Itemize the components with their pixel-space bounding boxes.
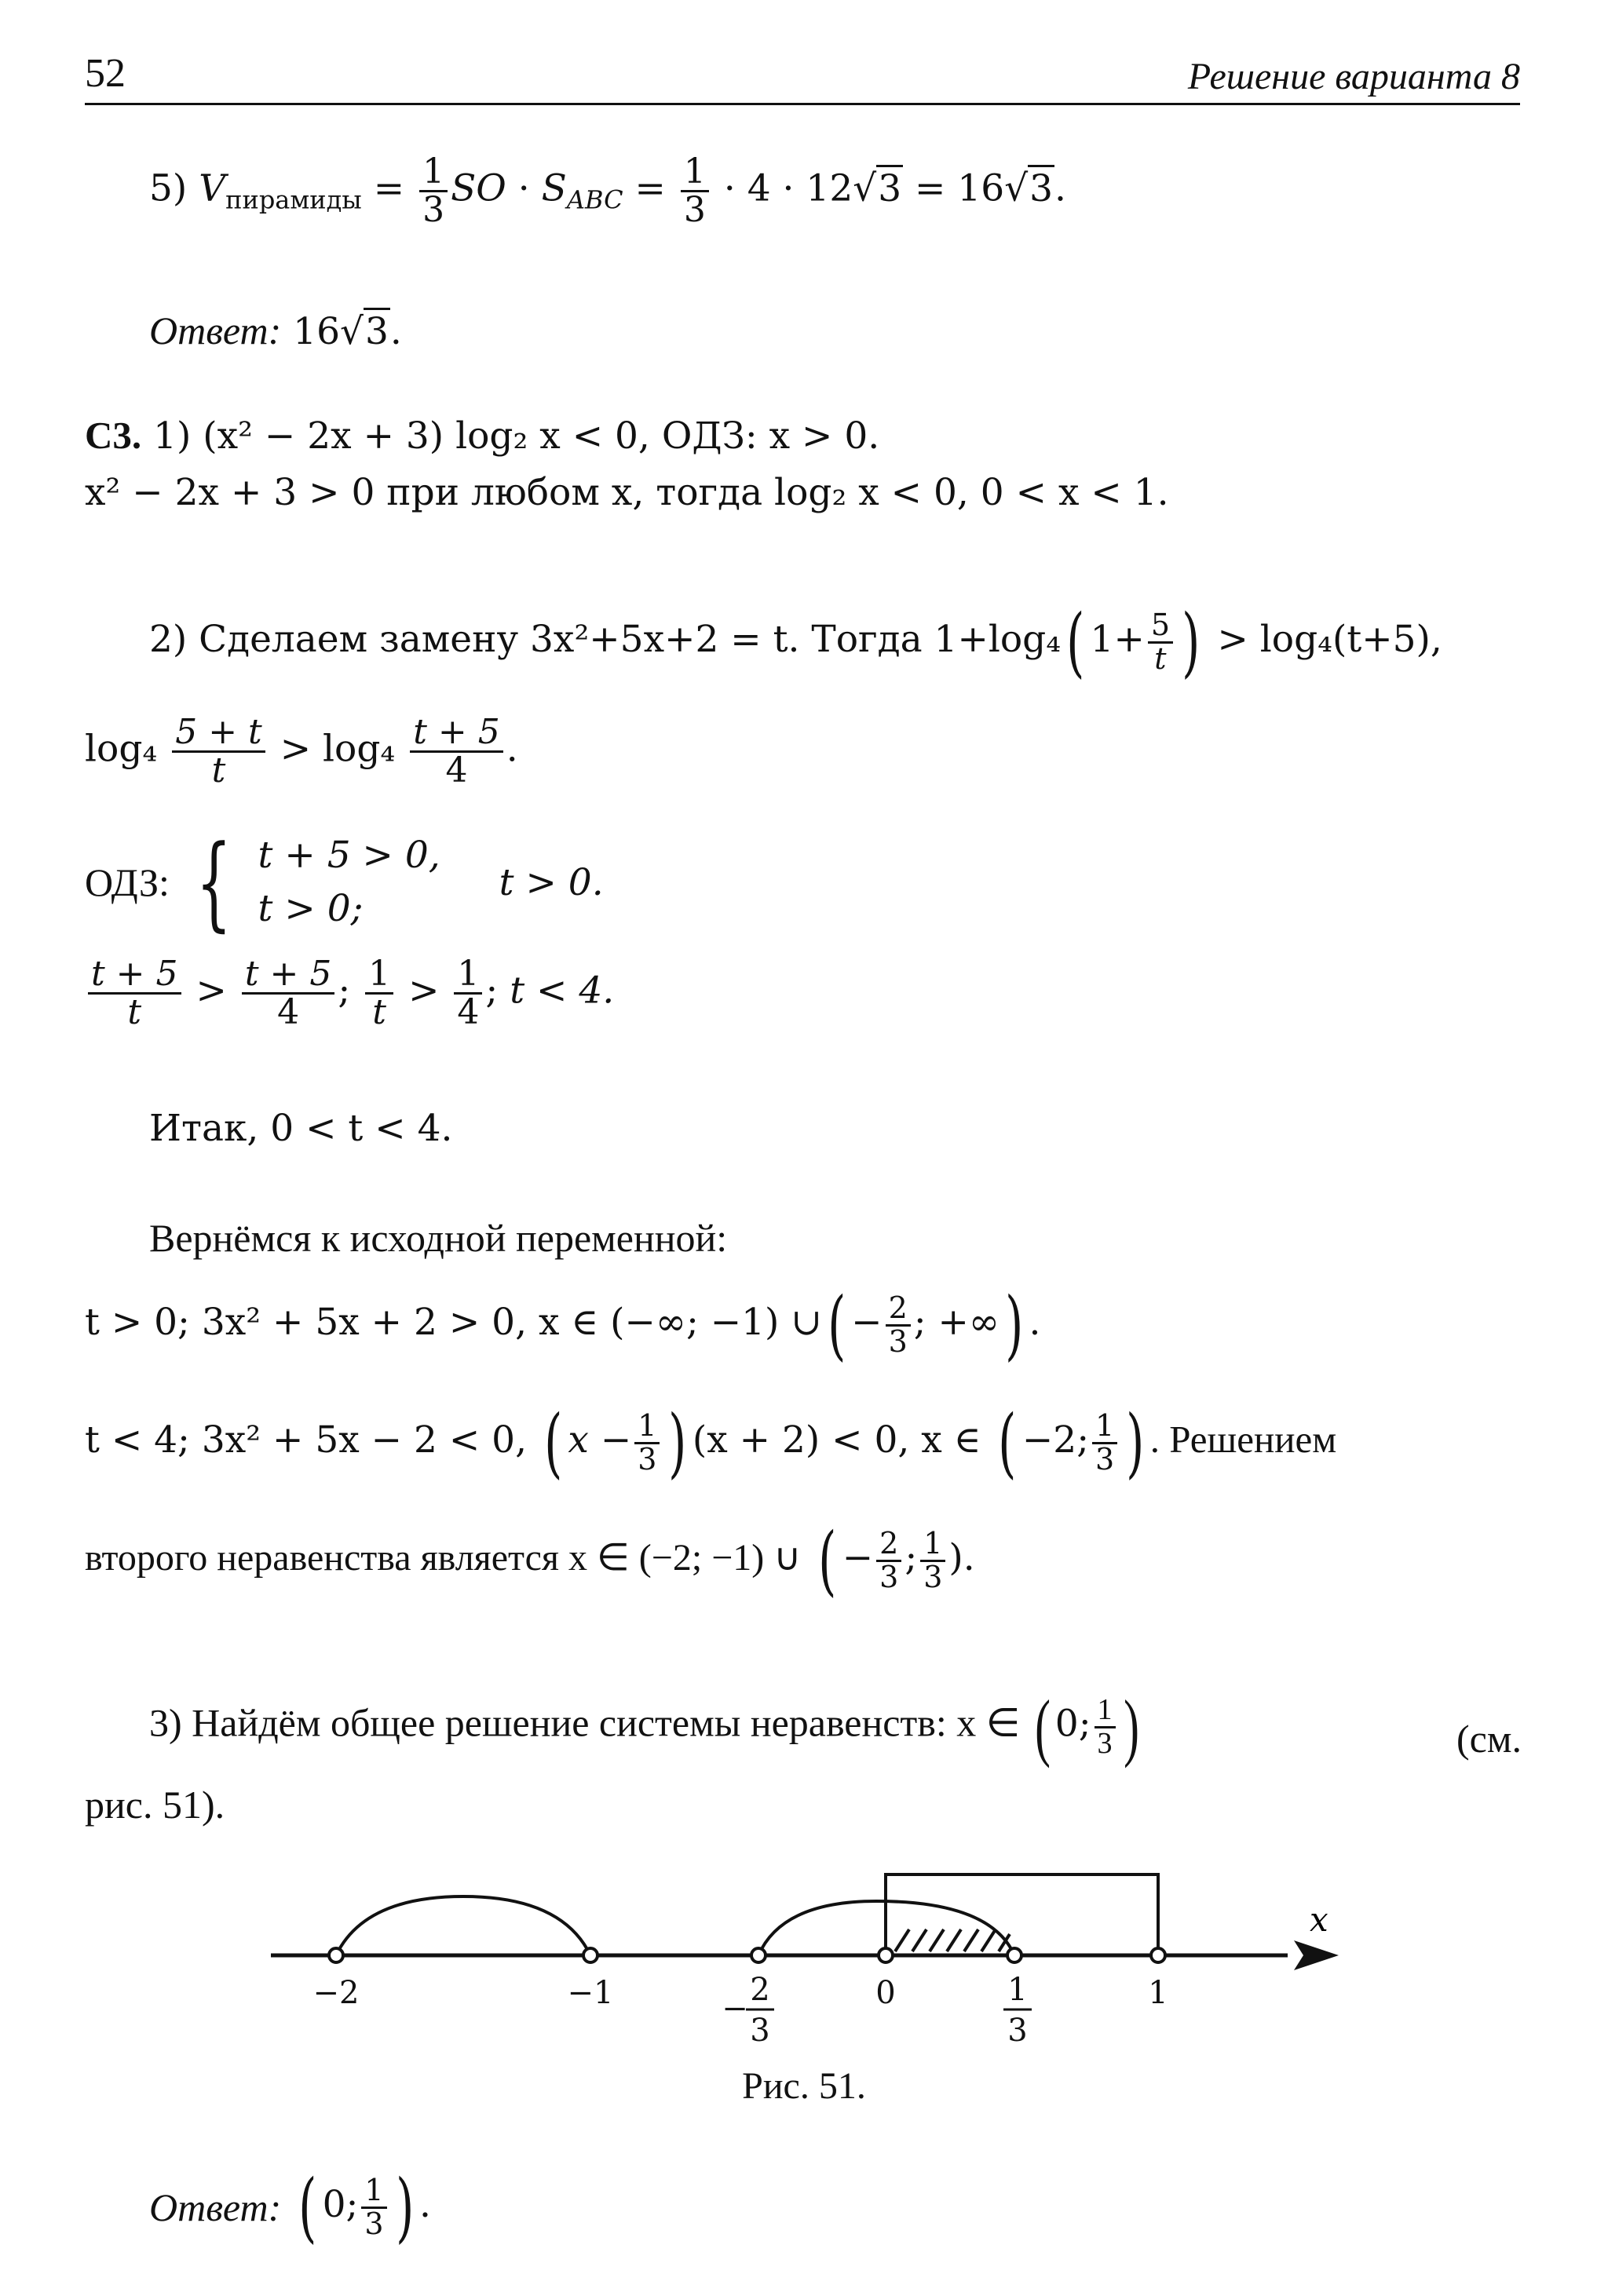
figure-caption: Рис. 51. bbox=[742, 2065, 866, 2107]
final-answer: Ответ: ( 0; $\frac{1}{3}$ ) . bbox=[149, 2163, 431, 2251]
axis-label: x bbox=[1310, 1900, 1328, 1939]
point-minus-two-thirds bbox=[751, 1948, 766, 1962]
c3-part1-line1 bbox=[85, 413, 879, 458]
return-line: Вернёмся к исходной переменной: bbox=[149, 1216, 728, 1260]
header-rule bbox=[85, 103, 1520, 105]
item-label: 5) bbox=[149, 166, 188, 210]
tick-label: −1 bbox=[567, 1975, 614, 2011]
c3-part1-line2: x² − 2x + 3 > 0 при любом x, тогда log₂ x < 0, 0 < x < 1. bbox=[85, 471, 1169, 514]
point-one bbox=[1151, 1948, 1165, 1962]
point-zero bbox=[879, 1948, 893, 1962]
interval-arc-left bbox=[336, 1896, 590, 1955]
tick-label: 2 bbox=[750, 1972, 770, 2008]
tick-label: 1 bbox=[1148, 1975, 1168, 2011]
system-row: t > 0; bbox=[258, 887, 364, 931]
fraction-one-third: $\frac{1}{3}$ bbox=[681, 154, 709, 228]
solution-line-2: t < 4; 3x² + 5x − 2 < 0, ( x − $\frac{1}{3}$ ) (x + 2) < 0, x ∈ ( −2; $\frac{1}{3}$ ) . Решением bbox=[85, 1399, 1337, 1487]
so-term: SO bbox=[451, 166, 506, 210]
c3-part2-intro: 2) Сделаем замену 3x²+5x+2 = t. Тогда 1+log₄( 1+ $\frac{5}{t}$ ) > log₄(t+5), bbox=[149, 598, 1442, 686]
log-inequality: log₄ $\frac{5 + t}{t}$ > log₄ $\frac{t + 5}{4}$ . bbox=[85, 712, 518, 791]
answer-label: Ответ: bbox=[149, 2185, 282, 2229]
part3-line1: 3) Найдём общее решение системы неравенств: x ∈ ( 0; $\frac{1}{3}$ ) (см. bbox=[149, 1685, 1522, 1769]
system-row: t + 5 > 0, bbox=[258, 834, 440, 877]
solution-line-1: t > 0; 3x² + 5x + 2 > 0, x ∈ (−∞; −1) ∪( − $\frac{2}{3}$ ; +∞) . bbox=[85, 1281, 1041, 1369]
fraction-one-third: $\frac{1}{3}$ bbox=[419, 154, 448, 228]
pyramid-volume-formula: 5) $V_{пирамиды}$ = $\frac{1}{3}$ SO · $S_{ABC}$ = $\frac{1}{3}$ · 4 · 12√3 = 16√3. bbox=[149, 151, 1066, 231]
volume-symbol: V bbox=[199, 166, 226, 210]
fraction: $\frac{t + 5}{4}$ bbox=[410, 714, 503, 789]
part3-line2: рис. 51). bbox=[85, 1783, 225, 1827]
solution-line-3: второго неравенства является x ∈ (−2; −1) ∪ ( − $\frac{2}{3}$ ; $\frac{1}{3}$ ). bbox=[85, 1517, 975, 1604]
point-minus-one bbox=[583, 1948, 598, 1962]
odz-system bbox=[85, 823, 604, 943]
answer-label: Ответ: bbox=[149, 308, 282, 352]
sqrt-sign: √ bbox=[1004, 166, 1029, 210]
area-symbol: S bbox=[541, 166, 567, 210]
hatch-region bbox=[895, 1929, 1010, 1951]
answer-value: 16 bbox=[293, 310, 340, 353]
odz-label: ОДЗ: bbox=[85, 860, 170, 905]
inequality-rhs: > log₄(t+5), bbox=[1217, 618, 1442, 661]
point-one-third bbox=[1007, 1948, 1021, 1962]
inequality-chain: $\frac{t + 5}{t}$ > $\frac{t + 5}{4}$ ; $\frac{1}{t}$ > $\frac{1}{4}$ ; t < 4. bbox=[85, 956, 614, 1031]
sqrt-radicand: 3 bbox=[1028, 165, 1054, 210]
odz-result: t > 0. bbox=[499, 860, 604, 904]
dot: · bbox=[517, 166, 530, 210]
substitution-text: 2) Сделаем замену 3x²+5x+2 = t. Тогда 1+log₄ bbox=[149, 618, 1062, 661]
section-title: Решение варианта 8 bbox=[1187, 56, 1520, 97]
answer-line: Ответ: 16√3. bbox=[149, 308, 402, 353]
part1-text: 1) (x² − 2x + 3) log₂ x < 0, ОДЗ: x > 0. bbox=[153, 414, 880, 458]
tick-label: 0 bbox=[875, 1975, 896, 2011]
tick-label: 3 bbox=[1007, 2013, 1028, 2049]
area-subscript: ABC bbox=[566, 184, 623, 215]
equals: = bbox=[634, 166, 666, 210]
volume-subscript: пирамиды bbox=[225, 184, 362, 215]
sqrt-radicand: 3 bbox=[876, 165, 903, 210]
axis-arrow bbox=[1294, 1940, 1339, 1970]
equals: = bbox=[373, 166, 405, 210]
tick-label: 3 bbox=[750, 2013, 770, 2049]
system-brace: { bbox=[196, 823, 232, 943]
point-minus-two bbox=[329, 1948, 343, 1962]
tick-label: −2 bbox=[312, 1975, 360, 2011]
fraction: $\frac{5 + t}{t}$ bbox=[172, 714, 265, 789]
product-term: · 4 · 12 bbox=[723, 166, 853, 210]
sqrt-sign: √ bbox=[853, 166, 877, 210]
interval-box bbox=[886, 1874, 1158, 1955]
fraction-five-over-t: $\frac{5}{t}$ bbox=[1148, 610, 1173, 675]
conclusion-line: Итак, 0 < t < 4. bbox=[149, 1107, 453, 1150]
problem-title: С3. bbox=[85, 414, 142, 457]
tick-label: 1 bbox=[1007, 1972, 1028, 2008]
tick-label: − bbox=[722, 1991, 748, 2027]
page-number: 52 bbox=[85, 51, 126, 96]
result: = 16 bbox=[915, 166, 1005, 210]
